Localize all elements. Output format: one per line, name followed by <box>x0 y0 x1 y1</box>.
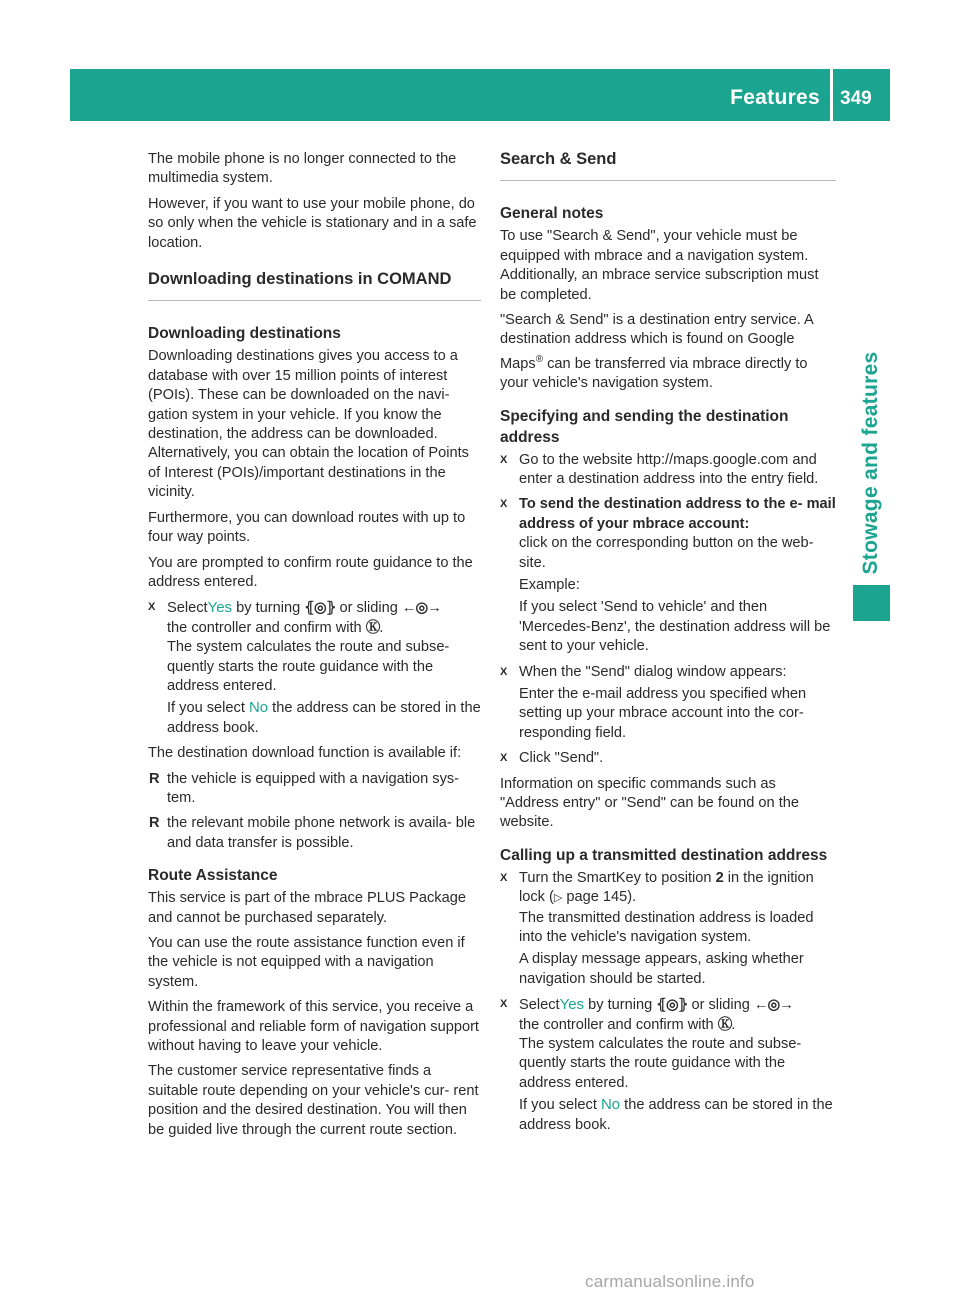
step-result: The system calculates the route and subse- quently starts the route guidance with the address entered. <box>519 1036 802 1091</box>
step-text: click on the corresponding button on the web- site. <box>519 535 814 571</box>
instruction-step <box>500 749 836 768</box>
paragraph: You are prompted to confirm route guidance to the address entered. <box>148 554 473 590</box>
list-item-text: the relevant mobile phone network is availa- ble and data transfer is possible. <box>167 815 476 851</box>
step-text: or sliding <box>687 997 754 1014</box>
side-tab-marker <box>853 585 890 621</box>
step-marker-icon: X <box>500 871 508 884</box>
slide-controller-icon: ←◎→ <box>753 997 793 1014</box>
step-marker-icon: X <box>500 453 508 466</box>
watermark[interactable]: carmanualsonline.info <box>585 1272 755 1291</box>
list-item <box>148 814 481 853</box>
step-result: Enter the e-mail address you specified when setting up your mbrace account into the cor- responding field. <box>519 685 807 741</box>
section-heading: Search & Send <box>500 150 836 181</box>
side-tab-label: Stowage and features <box>859 351 882 575</box>
step-text: the address can be stored in the address book. <box>519 1097 833 1133</box>
display-option-no: No <box>248 699 269 717</box>
bullet-marker-icon: R <box>149 815 160 832</box>
paragraph: Information on specific commands such as "Address entry" or "Send" can be found on the website. <box>500 775 800 831</box>
step-text: or sliding <box>335 600 402 617</box>
instruction-step <box>500 451 836 490</box>
sub-heading: Route Assistance <box>148 867 278 885</box>
left-column <box>148 150 481 1146</box>
paragraph: You can use the route assistance function even if the vehicle is not equipped with a navigation system. <box>148 935 465 990</box>
paragraph: The customer service representative finds a suitable route depending on your vehicle's cur- rent position and the desired destination. You will then be guided live through the current route section. <box>148 1063 479 1138</box>
press-controller-icon: Ⓚ <box>717 1016 732 1033</box>
step-text: the controller and confirm with <box>519 1016 718 1033</box>
instruction-step <box>500 495 836 656</box>
page-reference: page 145). <box>562 889 637 906</box>
step-text: the controller and confirm with <box>167 619 366 636</box>
step-marker-icon: X <box>500 998 508 1011</box>
step-marker-icon: X <box>500 752 508 765</box>
step-text: in the ignition lock ( <box>519 869 814 906</box>
paragraph: Downloading destinations gives you access to a database with over 15 million points of interest (POIs). These can be downloaded on the navi- gation system in your vehicle. If you know the destination, the address can be downloaded. Alternatively, you can obtain the location of Points of Interest (POIs)/important destinations in the vicinity. <box>148 348 469 501</box>
instruction-step <box>500 869 836 989</box>
step-text: . <box>731 1016 736 1033</box>
ignition-position: 2 <box>715 869 724 886</box>
list-item <box>148 770 481 809</box>
slide-controller-icon: ←◎→ <box>401 600 441 617</box>
step-text: Click "Send". <box>519 750 604 767</box>
example-text: If you select 'Send to vehicle' and then 'Mercedes-Benz', the destination address will be sent to your vehicle. <box>519 599 831 655</box>
step-note <box>519 1095 836 1135</box>
paragraph: To use "Search & Send", your vehicle must be equipped with mbrace and a navigation system. Additionally, an mbrace service subscription must be completed. <box>500 228 819 303</box>
list-item-text: the vehicle is equipped with a navigation sys- tem. <box>167 770 460 806</box>
page-number: 349 <box>840 88 872 109</box>
step-result: The transmitted destination address is loaded into the vehicle's navigation system. <box>519 909 814 946</box>
turn-controller-icon: ⦃◎⦄ <box>304 600 336 617</box>
step-text: by turning <box>232 600 305 617</box>
sub-heading: General notes <box>500 205 604 223</box>
instruction-step <box>500 663 836 744</box>
registered-mark: ® <box>535 353 544 365</box>
turn-controller-icon: ⦃◎⦄ <box>656 997 688 1014</box>
right-column <box>500 150 836 1141</box>
step-heading: To send the destination address to the e- mail address of your mbrace account: <box>519 496 836 532</box>
step-text: When the "Send" dialog window appears: <box>519 663 787 680</box>
step-result: The system calculates the route and subse- quently starts the route guidance with the address entered. <box>167 639 450 694</box>
step-marker-icon: X <box>148 601 156 614</box>
press-controller-icon: Ⓚ <box>365 619 380 636</box>
step-result: A display message appears, asking whether navigation should be started. <box>519 951 804 987</box>
instruction-step <box>148 598 481 738</box>
step-text: Turn the SmartKey to position <box>519 869 716 886</box>
sub-heading: Downloading destinations <box>148 325 341 343</box>
paragraph: This service is part of the mbrace PLUS Package and cannot be purchased separately. <box>148 890 466 926</box>
paragraph: The mobile phone is no longer connected to the multimedia system. <box>148 151 457 187</box>
step-text: If you select <box>167 700 249 717</box>
header-divider <box>830 69 833 121</box>
sub-heading: Calling up a transmitted destination address <box>500 846 828 864</box>
step-note <box>167 698 481 738</box>
paragraph <box>500 311 836 393</box>
step-text: by turning <box>584 997 657 1014</box>
paragraph: Within the framework of this service, you receive a professional and reliable form of navigation support without having to leave your vehicle. <box>148 999 479 1055</box>
step-marker-icon: X <box>500 498 508 511</box>
step-text: Select <box>167 600 208 617</box>
display-option-yes: Yes <box>559 996 585 1014</box>
display-option-yes: Yes <box>207 599 233 617</box>
paragraph: Furthermore, you can download routes with up to four way points. <box>148 509 466 546</box>
section-heading: Downloading destinations in COMAND <box>148 270 481 301</box>
sub-heading: Specifying and sending the destination address <box>500 407 789 446</box>
display-option-no: No <box>600 1096 621 1114</box>
paragraph: However, if you want to use your mobile phone, do so only when the vehicle is stationary and in a safe location. <box>148 195 477 251</box>
page-section-title: Features <box>730 86 820 109</box>
paragraph-text: "Search & Send" is a destination entry service. A destination address which is found on Google Maps <box>500 312 813 372</box>
page-reference-icon: ▷ <box>553 892 563 905</box>
paragraph-text: can be transferred via mbrace directly to your vehicle's navigation system. <box>500 355 808 392</box>
bullet-marker-icon: R <box>149 770 160 787</box>
step-text: the address can be stored in the address book. <box>167 700 481 736</box>
step-text: Select <box>519 997 560 1014</box>
paragraph: The destination download function is available if: <box>148 745 462 762</box>
step-text: . <box>379 619 384 636</box>
step-text: Go to the website http://maps.google.com and enter a destination address into the entry field. <box>519 451 819 487</box>
step-text: If you select <box>519 1097 601 1114</box>
step-marker-icon: X <box>500 665 508 678</box>
instruction-step <box>500 995 836 1135</box>
example-label: Example: <box>519 576 580 593</box>
